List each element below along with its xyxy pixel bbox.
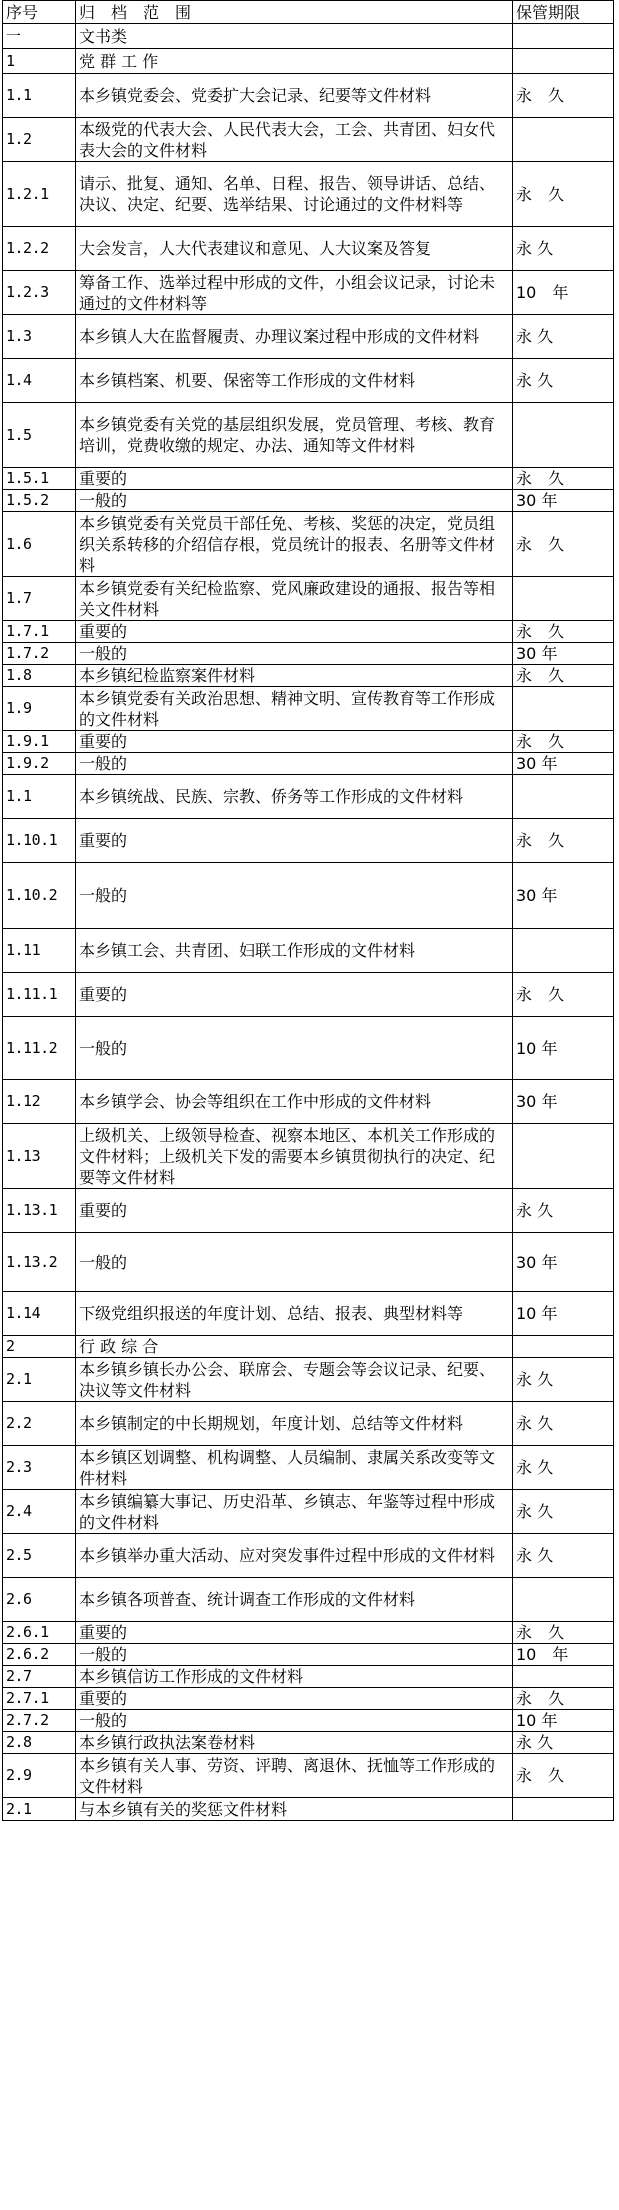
row-keep: [513, 403, 614, 468]
row-seq: 1.2.1: [3, 162, 76, 227]
row-seq: 2.1: [3, 1798, 76, 1821]
table-row: [3, 1017, 614, 1080]
row-keep: [513, 1336, 614, 1358]
row-scope: 本乡镇党委会、党委扩大会记录、纪要等文件材料: [76, 74, 513, 118]
row-scope: 本乡镇纪检监察案件材料: [76, 665, 513, 687]
row-keep: 永 久: [513, 819, 614, 863]
row-scope: 本乡镇各项普查、统计调查工作形成的文件材料: [76, 1578, 513, 1622]
row-scope: 重要的: [76, 468, 513, 490]
row-scope: 重要的: [76, 621, 513, 643]
row-keep: 永 久: [513, 1732, 614, 1754]
row-scope: 本乡镇党委有关政治思想、精神文明、宣传教育等工作形成的文件材料: [76, 687, 513, 731]
table-row: [3, 1688, 614, 1710]
table-row: [3, 1080, 614, 1124]
row-keep: 永 久: [513, 1189, 614, 1233]
table-row: [3, 403, 614, 468]
row-scope: 本乡镇区划调整、机构调整、人员编制、隶属关系改变等文件材料: [76, 1446, 513, 1490]
row-seq: 1.9: [3, 687, 76, 731]
row-keep: [513, 1798, 614, 1821]
table-row: [3, 1710, 614, 1732]
row-seq: 1.13.1: [3, 1189, 76, 1233]
table-row: [3, 1124, 614, 1189]
row-seq: 1.12: [3, 1080, 76, 1124]
table-row: [3, 1578, 614, 1622]
row-seq: 1.8: [3, 665, 76, 687]
table-row: [3, 1189, 614, 1233]
row-scope: 与本乡镇有关的奖惩文件材料: [76, 1798, 513, 1821]
row-keep: 永 久: [513, 1402, 614, 1446]
row-keep: 永 久: [513, 315, 614, 359]
row-keep: [513, 929, 614, 973]
table-row: [3, 271, 614, 315]
row-scope: 大会发言，人大代表建议和意见、人大议案及答复: [76, 227, 513, 271]
row-keep: 30 年: [513, 863, 614, 929]
row-keep: 10 年: [513, 1644, 614, 1666]
row-seq: 2.6.2: [3, 1644, 76, 1666]
row-seq: 1.13: [3, 1124, 76, 1189]
row-keep: 10 年: [513, 1017, 614, 1080]
row-seq: 2.3: [3, 1446, 76, 1490]
row-seq: 2.7.1: [3, 1688, 76, 1710]
table-row: [3, 731, 614, 753]
row-keep: [513, 775, 614, 819]
row-seq: 1.10.2: [3, 863, 76, 929]
row-scope: 本乡镇党委有关纪检监察、党风廉政建设的通报、报告等相关文件材料: [76, 577, 513, 621]
row-seq: 2.4: [3, 1490, 76, 1534]
row-scope: 党 群 工 作: [76, 49, 513, 74]
table-row: [3, 775, 614, 819]
table-row: [3, 665, 614, 687]
table-row: [3, 118, 614, 162]
row-keep: 永 久: [513, 1622, 614, 1644]
archive-scope-table: [2, 0, 614, 1821]
row-keep: 永 久: [513, 512, 614, 577]
row-scope: 一般的: [76, 1017, 513, 1080]
table-row: [3, 468, 614, 490]
header-seq: 序号: [3, 1, 76, 24]
table-row: [3, 621, 614, 643]
row-scope: 一般的: [76, 1644, 513, 1666]
row-keep: 永 久: [513, 731, 614, 753]
row-seq: 1.7.1: [3, 621, 76, 643]
row-scope: 本乡镇举办重大活动、应对突发事件过程中形成的文件材料: [76, 1534, 513, 1578]
row-keep: 永 久: [513, 359, 614, 403]
row-scope: 一般的: [76, 1233, 513, 1292]
row-seq: 2.9: [3, 1754, 76, 1798]
row-keep: [513, 577, 614, 621]
row-keep: [513, 49, 614, 74]
table-row: [3, 1446, 614, 1490]
row-scope: 一般的: [76, 753, 513, 775]
row-seq: 2.7.2: [3, 1710, 76, 1732]
table-row: [3, 1754, 614, 1798]
row-seq: 1.14: [3, 1292, 76, 1336]
row-seq: 1.13.2: [3, 1233, 76, 1292]
row-seq: 2.1: [3, 1358, 76, 1402]
row-keep: [513, 24, 614, 49]
table-row: [3, 1798, 614, 1821]
row-seq: 1.10.1: [3, 819, 76, 863]
row-keep: 永 久: [513, 1490, 614, 1534]
header-row: [3, 1, 614, 24]
row-seq: 2.6: [3, 1578, 76, 1622]
table-row: [3, 1358, 614, 1402]
row-keep: 30 年: [513, 490, 614, 512]
row-scope: 本乡镇党委有关党的基层组织发展，党员管理、考核、教育培训，党费收缴的规定、办法、通知等文件材料: [76, 403, 513, 468]
table-row: [3, 929, 614, 973]
table-row: [3, 1336, 614, 1358]
row-seq: 1.9.1: [3, 731, 76, 753]
table-row: [3, 753, 614, 775]
row-seq: 1.3: [3, 315, 76, 359]
row-scope: 本乡镇制定的中长期规划，年度计划、总结等文件材料: [76, 1402, 513, 1446]
table-row: [3, 315, 614, 359]
row-seq: 2.8: [3, 1732, 76, 1754]
row-seq: 1.7.2: [3, 643, 76, 665]
row-keep: 10 年: [513, 271, 614, 315]
table-row: [3, 819, 614, 863]
row-scope: 重要的: [76, 819, 513, 863]
row-keep: [513, 1124, 614, 1189]
row-seq: 1.1: [3, 775, 76, 819]
table-row: [3, 49, 614, 74]
row-seq: 1: [3, 49, 76, 74]
table-row: [3, 227, 614, 271]
row-scope: 文书类: [76, 24, 513, 49]
row-seq: 1.5.1: [3, 468, 76, 490]
row-seq: 1.11.1: [3, 973, 76, 1017]
row-keep: 永 久: [513, 227, 614, 271]
row-keep: 永 久: [513, 468, 614, 490]
row-seq: 一: [3, 24, 76, 49]
table-row: [3, 973, 614, 1017]
row-seq: 1.2: [3, 118, 76, 162]
row-seq: 2: [3, 1336, 76, 1358]
row-scope: 一般的: [76, 863, 513, 929]
row-seq: 1.6: [3, 512, 76, 577]
row-seq: 2.2: [3, 1402, 76, 1446]
table-row: [3, 359, 614, 403]
header-keep: 保管期限: [513, 1, 614, 24]
table-row: [3, 1666, 614, 1688]
row-keep: 永 久: [513, 973, 614, 1017]
row-keep: 永 久: [513, 74, 614, 118]
table-row: [3, 1644, 614, 1666]
row-scope: 上级机关、上级领导检查、视察本地区、本机关工作形成的文件材料；上级机关下发的需要本乡镇贯彻执行的决定、纪要等文件材料: [76, 1124, 513, 1189]
table-row: [3, 1622, 614, 1644]
row-keep: 10 年: [513, 1292, 614, 1336]
row-seq: 1.11: [3, 929, 76, 973]
table-row: [3, 863, 614, 929]
row-scope: 本乡镇档案、机要、保密等工作形成的文件材料: [76, 359, 513, 403]
row-scope: 一般的: [76, 643, 513, 665]
row-keep: [513, 1578, 614, 1622]
row-keep: 永 久: [513, 621, 614, 643]
row-scope: 下级党组织报送的年度计划、总结、报表、典型材料等: [76, 1292, 513, 1336]
table-row: [3, 1534, 614, 1578]
row-scope: 本乡镇编纂大事记、历史沿革、乡镇志、年鉴等过程中形成的文件材料: [76, 1490, 513, 1534]
row-seq: 1.2.2: [3, 227, 76, 271]
table-row: [3, 1490, 614, 1534]
row-keep: 永 久: [513, 1358, 614, 1402]
row-scope: 一般的: [76, 1710, 513, 1732]
table-row: [3, 24, 614, 49]
table-row: [3, 1233, 614, 1292]
row-seq: 1.11.2: [3, 1017, 76, 1080]
row-scope: 筹备工作、选举过程中形成的文件，小组会议记录，讨论未通过的文件材料等: [76, 271, 513, 315]
row-keep: 30 年: [513, 1080, 614, 1124]
row-keep: 30 年: [513, 1233, 614, 1292]
row-scope: 请示、批复、通知、名单、日程、报告、领导讲话、总结、决议、决定、纪要、选举结果、讨论通过的文件材料等: [76, 162, 513, 227]
row-seq: 1.5: [3, 403, 76, 468]
table-row: [3, 1402, 614, 1446]
row-scope: 重要的: [76, 1622, 513, 1644]
row-scope: 重要的: [76, 731, 513, 753]
row-seq: 1.7: [3, 577, 76, 621]
row-scope: 本乡镇人大在监督履责、办理议案过程中形成的文件材料: [76, 315, 513, 359]
row-seq: 2.6.1: [3, 1622, 76, 1644]
header-scope: 归 档 范 围: [76, 1, 513, 24]
table-row: [3, 512, 614, 577]
row-keep: 永 久: [513, 1446, 614, 1490]
row-keep: [513, 1666, 614, 1688]
table-row: [3, 162, 614, 227]
table-row: [3, 1732, 614, 1754]
row-scope: 行 政 综 合: [76, 1336, 513, 1358]
row-scope: 重要的: [76, 1189, 513, 1233]
row-seq: 1.2.3: [3, 271, 76, 315]
row-keep: 永 久: [513, 1688, 614, 1710]
row-keep: 永 久: [513, 162, 614, 227]
row-seq: 1.1: [3, 74, 76, 118]
row-keep: 永 久: [513, 665, 614, 687]
row-scope: 本乡镇信访工作形成的文件材料: [76, 1666, 513, 1688]
row-keep: 30 年: [513, 643, 614, 665]
table-body: [3, 24, 614, 1821]
row-scope: 本乡镇统战、民族、宗教、侨务等工作形成的文件材料: [76, 775, 513, 819]
row-seq: 1.4: [3, 359, 76, 403]
table-row: [3, 577, 614, 621]
table-row: [3, 74, 614, 118]
row-keep: [513, 118, 614, 162]
row-scope: 本级党的代表大会、人民代表大会，工会、共青团、妇女代表大会的文件材料: [76, 118, 513, 162]
row-scope: 本乡镇乡镇长办公会、联席会、专题会等会议记录、纪要、决议等文件材料: [76, 1358, 513, 1402]
row-scope: 本乡镇工会、共青团、妇联工作形成的文件材料: [76, 929, 513, 973]
row-keep: 永 久: [513, 1534, 614, 1578]
row-scope: 本乡镇党委有关党员干部任免、考核、奖惩的决定，党员组织关系转移的介绍信存根，党员统计的报表、名册等文件材料: [76, 512, 513, 577]
row-scope: 本乡镇学会、协会等组织在工作中形成的文件材料: [76, 1080, 513, 1124]
table-row: [3, 1292, 614, 1336]
row-keep: 30 年: [513, 753, 614, 775]
row-scope: 本乡镇有关人事、劳资、评聘、离退休、抚恤等工作形成的文件材料: [76, 1754, 513, 1798]
row-scope: 重要的: [76, 973, 513, 1017]
row-seq: 1.5.2: [3, 490, 76, 512]
row-scope: 本乡镇行政执法案卷材料: [76, 1732, 513, 1754]
row-scope: 重要的: [76, 1688, 513, 1710]
row-keep: [513, 687, 614, 731]
row-keep: 10 年: [513, 1710, 614, 1732]
table-row: [3, 643, 614, 665]
table-row: [3, 490, 614, 512]
row-seq: 1.9.2: [3, 753, 76, 775]
row-seq: 2.5: [3, 1534, 76, 1578]
row-keep: 永 久: [513, 1754, 614, 1798]
row-scope: 一般的: [76, 490, 513, 512]
row-seq: 2.7: [3, 1666, 76, 1688]
table-row: [3, 687, 614, 731]
